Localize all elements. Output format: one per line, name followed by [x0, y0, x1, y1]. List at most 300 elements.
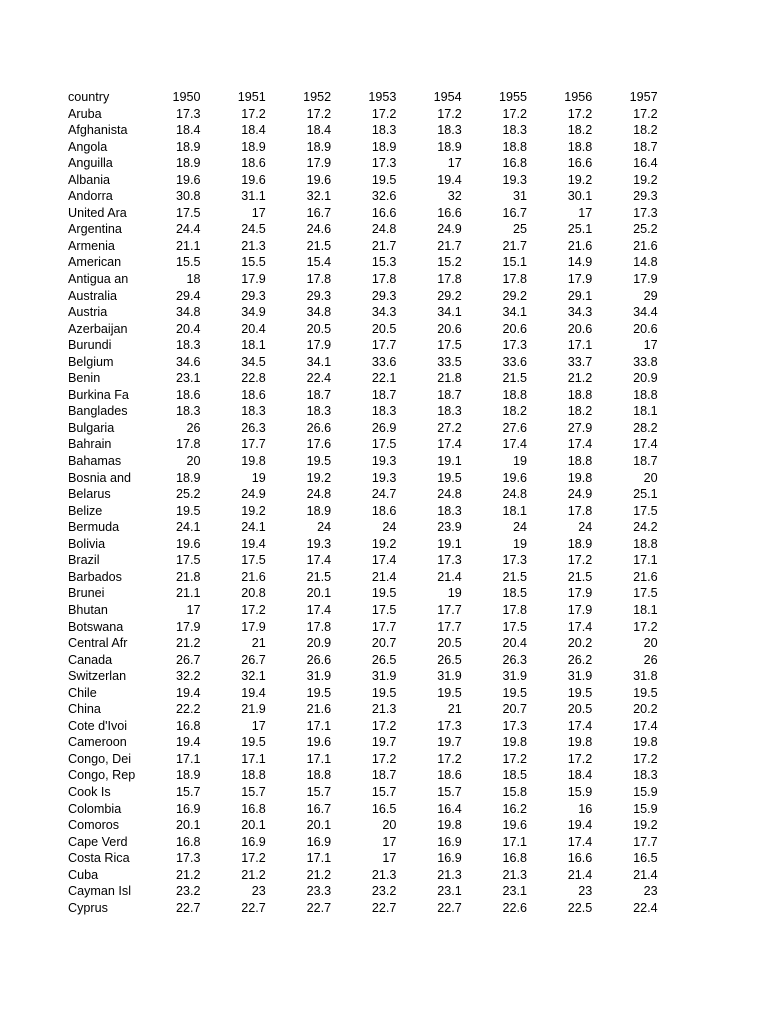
value-cell[interactable]: 16.5 — [371, 801, 397, 816]
value-cell[interactable]: 24 — [317, 520, 332, 535]
value-cell[interactable]: 23.3 — [306, 884, 332, 899]
value-cell[interactable]: 19.4 — [567, 818, 593, 833]
country-cell[interactable]: Cuba — [68, 867, 99, 882]
value-cell[interactable]: 17.4 — [502, 437, 527, 452]
value-cell[interactable]: 16.8 — [176, 834, 201, 849]
value-cell[interactable]: 21.2 — [176, 867, 201, 882]
value-cell[interactable]: 22.1 — [371, 371, 397, 386]
value-cell[interactable]: 32.6 — [371, 189, 397, 204]
value-cell[interactable]: 15.7 — [371, 784, 397, 799]
value-cell[interactable]: 19.5 — [371, 685, 397, 700]
value-cell[interactable]: 18.2 — [502, 404, 527, 419]
country-cell[interactable]: Switzerlan — [68, 669, 127, 684]
value-cell[interactable]: 21.6 — [633, 569, 658, 584]
value-cell[interactable]: 17.4 — [371, 553, 397, 568]
value-cell[interactable]: 19.6 — [176, 172, 201, 187]
value-cell[interactable]: 17.2 — [567, 106, 593, 121]
value-cell[interactable]: 18.9 — [176, 470, 201, 485]
value-cell[interactable]: 32.1 — [306, 189, 332, 204]
value-cell[interactable]: 19.6 — [306, 172, 332, 187]
value-cell[interactable]: 17.1 — [306, 851, 332, 866]
value-cell[interactable]: 18.3 — [306, 404, 332, 419]
value-cell[interactable]: 18.3 — [176, 338, 201, 353]
value-cell[interactable]: 17.5 — [241, 553, 266, 568]
value-cell[interactable]: 31.8 — [633, 669, 658, 684]
value-cell[interactable]: 17.4 — [437, 437, 462, 452]
value-cell[interactable]: 19.4 — [241, 536, 266, 551]
value-cell[interactable]: 18.1 — [633, 404, 658, 419]
value-cell[interactable]: 18.5 — [502, 586, 527, 601]
value-cell[interactable]: 17.5 — [633, 586, 658, 601]
value-cell[interactable]: 17.5 — [176, 553, 201, 568]
value-cell[interactable]: 16.2 — [502, 801, 527, 816]
country-cell[interactable]: Belarus — [68, 487, 111, 502]
value-cell[interactable]: 23.9 — [437, 520, 462, 535]
value-cell[interactable]: 17.3 — [502, 338, 527, 353]
country-cell[interactable]: Bhutan — [68, 602, 108, 617]
value-cell[interactable]: 24 — [578, 520, 593, 535]
value-cell[interactable]: 19.5 — [241, 735, 266, 750]
value-cell[interactable]: 21.6 — [567, 238, 593, 253]
country-cell[interactable]: Albania — [68, 172, 111, 187]
value-cell[interactable]: 32 — [447, 189, 462, 204]
country-cell[interactable]: Bulgaria — [68, 420, 115, 435]
value-cell[interactable]: 21.5 — [306, 238, 332, 253]
value-cell[interactable]: 19.8 — [633, 735, 658, 750]
value-cell[interactable]: 20.5 — [567, 702, 593, 717]
value-cell[interactable]: 18.9 — [176, 768, 201, 783]
value-cell[interactable]: 33.5 — [437, 354, 462, 369]
value-cell[interactable]: 24.8 — [306, 487, 332, 502]
value-cell[interactable]: 19.1 — [437, 454, 462, 469]
value-cell[interactable]: 17.5 — [176, 205, 201, 220]
header-cell[interactable]: 1956 — [564, 90, 593, 104]
value-cell[interactable]: 17 — [643, 338, 658, 353]
value-cell[interactable]: 20.1 — [306, 818, 332, 833]
country-cell[interactable]: Cayman Isl — [68, 884, 131, 899]
value-cell[interactable]: 19.5 — [371, 172, 397, 187]
value-cell[interactable]: 21.7 — [371, 238, 397, 253]
value-cell[interactable]: 18.1 — [241, 338, 266, 353]
value-cell[interactable]: 17.2 — [241, 106, 266, 121]
value-cell[interactable]: 21.8 — [437, 371, 462, 386]
value-cell[interactable]: 17.2 — [502, 106, 527, 121]
value-cell[interactable]: 34.9 — [241, 305, 266, 320]
value-cell[interactable]: 17.2 — [306, 106, 332, 121]
value-cell[interactable]: 20.1 — [306, 586, 332, 601]
value-cell[interactable]: 18.9 — [241, 139, 266, 154]
value-cell[interactable]: 21.3 — [371, 702, 397, 717]
value-cell[interactable]: 22.7 — [437, 900, 462, 915]
value-cell[interactable]: 25 — [512, 222, 527, 237]
value-cell[interactable]: 16.6 — [437, 205, 462, 220]
value-cell[interactable]: 21.8 — [176, 569, 201, 584]
value-cell[interactable]: 31 — [512, 189, 527, 204]
value-cell[interactable]: 24.8 — [371, 222, 397, 237]
value-cell[interactable]: 23 — [578, 884, 593, 899]
value-cell[interactable]: 17.3 — [502, 553, 527, 568]
country-cell[interactable]: Banglades — [68, 404, 128, 419]
value-cell[interactable]: 17.2 — [633, 619, 658, 634]
value-cell[interactable]: 17 — [447, 156, 462, 171]
value-cell[interactable]: 17.8 — [371, 272, 397, 287]
value-cell[interactable]: 17.5 — [371, 437, 397, 452]
value-cell[interactable]: 27.9 — [567, 420, 593, 435]
value-cell[interactable]: 18.1 — [502, 503, 527, 518]
country-cell[interactable]: American — [68, 255, 122, 270]
country-cell[interactable]: Bosnia and — [68, 470, 132, 485]
value-cell[interactable]: 19 — [251, 470, 266, 485]
country-cell[interactable]: Cote d'Ivoi — [68, 718, 128, 733]
value-cell[interactable]: 20.9 — [306, 636, 332, 651]
value-cell[interactable]: 19.4 — [437, 172, 462, 187]
value-cell[interactable]: 17.9 — [306, 338, 332, 353]
value-cell[interactable]: 23.1 — [502, 884, 527, 899]
value-cell[interactable]: 16.7 — [306, 801, 332, 816]
value-cell[interactable]: 21.5 — [502, 569, 527, 584]
value-cell[interactable]: 16.4 — [633, 156, 658, 171]
value-cell[interactable]: 19.2 — [371, 536, 397, 551]
value-cell[interactable]: 18.8 — [502, 139, 527, 154]
value-cell[interactable]: 26.9 — [371, 420, 397, 435]
value-cell[interactable]: 17.1 — [306, 718, 332, 733]
value-cell[interactable]: 17.3 — [633, 205, 658, 220]
country-cell[interactable]: Cyprus — [68, 900, 108, 915]
value-cell[interactable]: 20.6 — [633, 321, 658, 336]
value-cell[interactable]: 20.4 — [241, 321, 266, 336]
value-cell[interactable]: 21.6 — [306, 702, 332, 717]
value-cell[interactable]: 18.7 — [437, 387, 462, 402]
value-cell[interactable]: 17.7 — [371, 619, 397, 634]
value-cell[interactable]: 17.1 — [306, 751, 332, 766]
value-cell[interactable]: 22.8 — [241, 371, 266, 386]
value-cell[interactable]: 18.4 — [176, 123, 201, 138]
value-cell[interactable]: 18.8 — [567, 387, 593, 402]
value-cell[interactable]: 19.2 — [633, 818, 658, 833]
value-cell[interactable]: 23.1 — [176, 371, 201, 386]
value-cell[interactable]: 25.1 — [633, 487, 658, 502]
value-cell[interactable]: 22.5 — [567, 900, 593, 915]
value-cell[interactable]: 15.7 — [176, 784, 201, 799]
value-cell[interactable]: 19.6 — [176, 536, 201, 551]
value-cell[interactable]: 15.7 — [306, 784, 332, 799]
value-cell[interactable]: 34.4 — [633, 305, 658, 320]
header-cell[interactable]: country — [68, 90, 110, 104]
value-cell[interactable]: 17.2 — [567, 751, 593, 766]
value-cell[interactable]: 19.2 — [633, 172, 658, 187]
value-cell[interactable]: 26 — [186, 420, 201, 435]
value-cell[interactable]: 26.5 — [437, 652, 462, 667]
value-cell[interactable]: 31.9 — [567, 669, 593, 684]
value-cell[interactable]: 16.5 — [633, 851, 658, 866]
value-cell[interactable]: 19.4 — [176, 685, 201, 700]
country-cell[interactable]: Botswana — [68, 619, 124, 634]
value-cell[interactable]: 24.1 — [176, 520, 201, 535]
value-cell[interactable]: 17.7 — [241, 437, 266, 452]
country-cell[interactable]: China — [68, 702, 101, 717]
value-cell[interactable]: 18.4 — [306, 123, 332, 138]
value-cell[interactable]: 21.2 — [567, 371, 593, 386]
value-cell[interactable]: 18.3 — [437, 123, 462, 138]
value-cell[interactable]: 26.7 — [176, 652, 201, 667]
country-cell[interactable]: Austria — [68, 305, 108, 320]
country-cell[interactable]: Congo, Rep — [68, 768, 136, 783]
value-cell[interactable]: 17.1 — [241, 751, 266, 766]
value-cell[interactable]: 21.3 — [437, 867, 462, 882]
value-cell[interactable]: 31.9 — [371, 669, 397, 684]
value-cell[interactable]: 26.2 — [567, 652, 593, 667]
value-cell[interactable]: 15.9 — [633, 784, 658, 799]
value-cell[interactable]: 15.1 — [502, 255, 527, 270]
value-cell[interactable]: 14.8 — [633, 255, 658, 270]
value-cell[interactable]: 17.9 — [176, 619, 201, 634]
value-cell[interactable]: 23.2 — [176, 884, 201, 899]
value-cell[interactable]: 19.4 — [241, 685, 266, 700]
value-cell[interactable]: 15.7 — [241, 784, 266, 799]
value-cell[interactable]: 17.2 — [371, 751, 397, 766]
value-cell[interactable]: 34.6 — [176, 354, 201, 369]
value-cell[interactable]: 17.7 — [437, 619, 462, 634]
value-cell[interactable]: 17.7 — [437, 602, 462, 617]
value-cell[interactable]: 17.9 — [241, 272, 266, 287]
value-cell[interactable]: 29.3 — [633, 189, 658, 204]
value-cell[interactable]: 21.4 — [437, 569, 462, 584]
value-cell[interactable]: 24 — [512, 520, 527, 535]
value-cell[interactable]: 28.2 — [633, 420, 658, 435]
country-cell[interactable]: Belgium — [68, 354, 114, 369]
value-cell[interactable]: 24.8 — [437, 487, 462, 502]
country-cell[interactable]: Canada — [68, 652, 113, 667]
value-cell[interactable]: 20 — [643, 636, 658, 651]
value-cell[interactable]: 18.3 — [371, 404, 397, 419]
value-cell[interactable]: 31.9 — [437, 669, 462, 684]
value-cell[interactable]: 30.8 — [176, 189, 201, 204]
value-cell[interactable]: 24.6 — [306, 222, 332, 237]
value-cell[interactable]: 15.4 — [306, 255, 332, 270]
value-cell[interactable]: 19.8 — [502, 735, 527, 750]
value-cell[interactable]: 22.4 — [306, 371, 332, 386]
value-cell[interactable]: 18.5 — [502, 768, 527, 783]
value-cell[interactable]: 19.6 — [306, 735, 332, 750]
value-cell[interactable]: 24.2 — [633, 520, 658, 535]
value-cell[interactable]: 18.3 — [502, 123, 527, 138]
value-cell[interactable]: 24.5 — [241, 222, 266, 237]
value-cell[interactable]: 21.6 — [241, 569, 266, 584]
value-cell[interactable]: 24.9 — [241, 487, 266, 502]
value-cell[interactable]: 21.3 — [371, 867, 397, 882]
value-cell[interactable]: 15.5 — [241, 255, 266, 270]
value-cell[interactable]: 17.2 — [567, 553, 593, 568]
country-cell[interactable]: Argentina — [68, 222, 122, 237]
country-cell[interactable]: Bahamas — [68, 454, 122, 469]
value-cell[interactable]: 19 — [447, 586, 462, 601]
value-cell[interactable]: 18.8 — [567, 139, 593, 154]
value-cell[interactable]: 18.2 — [633, 123, 658, 138]
value-cell[interactable]: 18.8 — [502, 387, 527, 402]
value-cell[interactable]: 33.7 — [567, 354, 593, 369]
value-cell[interactable]: 16.4 — [437, 801, 462, 816]
value-cell[interactable]: 17.9 — [241, 619, 266, 634]
value-cell[interactable]: 17.4 — [567, 718, 593, 733]
country-cell[interactable]: Armenia — [68, 238, 115, 253]
value-cell[interactable]: 20.2 — [633, 702, 658, 717]
value-cell[interactable]: 17.8 — [306, 272, 332, 287]
value-cell[interactable]: 18.6 — [371, 503, 397, 518]
value-cell[interactable]: 29.3 — [371, 288, 397, 303]
country-cell[interactable]: Belize — [68, 503, 103, 518]
value-cell[interactable]: 18.9 — [371, 139, 397, 154]
value-cell[interactable]: 21.5 — [502, 371, 527, 386]
value-cell[interactable]: 17.3 — [371, 156, 397, 171]
value-cell[interactable]: 23 — [643, 884, 658, 899]
value-cell[interactable]: 17.9 — [633, 272, 658, 287]
value-cell[interactable]: 16.6 — [371, 205, 397, 220]
country-cell[interactable]: Azerbaijan — [68, 321, 128, 336]
value-cell[interactable]: 16.8 — [241, 801, 266, 816]
country-cell[interactable]: Barbados — [68, 569, 122, 584]
value-cell[interactable]: 16.9 — [437, 851, 462, 866]
value-cell[interactable]: 19.4 — [176, 735, 201, 750]
value-cell[interactable]: 20 — [382, 818, 397, 833]
value-cell[interactable]: 19 — [512, 454, 527, 469]
value-cell[interactable]: 16.9 — [437, 834, 462, 849]
value-cell[interactable]: 31.9 — [502, 669, 527, 684]
value-cell[interactable]: 31.9 — [306, 669, 332, 684]
value-cell[interactable]: 20.5 — [371, 321, 397, 336]
country-cell[interactable]: Australia — [68, 288, 117, 303]
value-cell[interactable]: 18.7 — [633, 454, 658, 469]
value-cell[interactable]: 20.6 — [437, 321, 462, 336]
value-cell[interactable]: 18.6 — [176, 387, 201, 402]
value-cell[interactable]: 17.2 — [371, 718, 397, 733]
value-cell[interactable]: 31.1 — [241, 189, 266, 204]
header-cell[interactable]: 1957 — [629, 90, 658, 104]
value-cell[interactable]: 25.1 — [567, 222, 593, 237]
country-cell[interactable]: Burkina Fa — [68, 387, 129, 402]
value-cell[interactable]: 29.2 — [437, 288, 462, 303]
country-cell[interactable]: Congo, Dei — [68, 751, 132, 766]
value-cell[interactable]: 17.5 — [437, 338, 462, 353]
value-cell[interactable]: 19.7 — [437, 735, 462, 750]
value-cell[interactable]: 19.8 — [241, 454, 266, 469]
value-cell[interactable]: 34.8 — [306, 305, 332, 320]
value-cell[interactable]: 34.5 — [241, 354, 266, 369]
value-cell[interactable]: 18.4 — [567, 768, 593, 783]
value-cell[interactable]: 19.3 — [306, 536, 332, 551]
value-cell[interactable]: 18.3 — [176, 404, 201, 419]
value-cell[interactable]: 16.9 — [241, 834, 266, 849]
value-cell[interactable]: 23.1 — [437, 884, 462, 899]
value-cell[interactable]: 32.1 — [241, 669, 266, 684]
value-cell[interactable]: 20.8 — [241, 586, 266, 601]
value-cell[interactable]: 21.9 — [241, 702, 266, 717]
value-cell[interactable]: 17.1 — [176, 751, 201, 766]
value-cell[interactable]: 17 — [382, 851, 397, 866]
value-cell[interactable]: 19.5 — [371, 586, 397, 601]
value-cell[interactable]: 17 — [382, 834, 397, 849]
value-cell[interactable]: 20 — [186, 454, 201, 469]
value-cell[interactable]: 18.8 — [633, 536, 658, 551]
value-cell[interactable]: 21.4 — [633, 867, 658, 882]
country-cell[interactable]: Afghanista — [68, 123, 128, 138]
value-cell[interactable]: 21.7 — [437, 238, 462, 253]
value-cell[interactable]: 24.8 — [502, 487, 527, 502]
value-cell[interactable]: 33.6 — [502, 354, 527, 369]
value-cell[interactable]: 19.3 — [371, 470, 397, 485]
value-cell[interactable]: 15.5 — [176, 255, 201, 270]
value-cell[interactable]: 18.9 — [567, 536, 593, 551]
value-cell[interactable]: 18.3 — [241, 404, 266, 419]
header-cell[interactable]: 1953 — [368, 90, 397, 104]
value-cell[interactable]: 20.4 — [502, 636, 527, 651]
value-cell[interactable]: 21 — [447, 702, 462, 717]
value-cell[interactable]: 19.8 — [567, 470, 593, 485]
value-cell[interactable]: 22.7 — [176, 900, 201, 915]
value-cell[interactable]: 17.4 — [306, 553, 332, 568]
value-cell[interactable]: 18.8 — [306, 768, 332, 783]
value-cell[interactable]: 15.2 — [437, 255, 462, 270]
country-cell[interactable]: Burundi — [68, 338, 112, 353]
country-cell[interactable]: Bermuda — [68, 520, 120, 535]
value-cell[interactable]: 17.8 — [502, 602, 527, 617]
value-cell[interactable]: 17.4 — [567, 437, 593, 452]
value-cell[interactable]: 17.1 — [633, 553, 658, 568]
value-cell[interactable]: 17.3 — [176, 851, 201, 866]
value-cell[interactable]: 19.5 — [176, 503, 201, 518]
value-cell[interactable]: 25.2 — [633, 222, 658, 237]
value-cell[interactable]: 17.7 — [633, 834, 658, 849]
value-cell[interactable]: 15.3 — [371, 255, 397, 270]
country-cell[interactable]: Brunei — [68, 586, 105, 601]
value-cell[interactable]: 17.3 — [176, 106, 201, 121]
value-cell[interactable]: 19.3 — [371, 454, 397, 469]
value-cell[interactable]: 24 — [382, 520, 397, 535]
value-cell[interactable]: 17.9 — [567, 602, 593, 617]
value-cell[interactable]: 18.7 — [306, 387, 332, 402]
header-cell[interactable]: 1950 — [172, 90, 201, 104]
value-cell[interactable]: 21.4 — [567, 867, 593, 882]
value-cell[interactable]: 21.1 — [176, 238, 201, 253]
value-cell[interactable]: 17.2 — [371, 106, 397, 121]
country-cell[interactable]: Benin — [68, 371, 101, 386]
value-cell[interactable]: 21.5 — [567, 569, 593, 584]
value-cell[interactable]: 29.4 — [176, 288, 201, 303]
value-cell[interactable]: 29.2 — [502, 288, 527, 303]
value-cell[interactable]: 34.3 — [567, 305, 593, 320]
value-cell[interactable]: 18.9 — [437, 139, 462, 154]
value-cell[interactable]: 22.7 — [371, 900, 397, 915]
value-cell[interactable]: 15.7 — [437, 784, 462, 799]
value-cell[interactable]: 18.3 — [633, 768, 658, 783]
value-cell[interactable]: 17.5 — [371, 602, 397, 617]
value-cell[interactable]: 18.1 — [633, 602, 658, 617]
value-cell[interactable]: 19.5 — [502, 685, 527, 700]
value-cell[interactable]: 17.6 — [306, 437, 332, 452]
value-cell[interactable]: 20.7 — [371, 636, 397, 651]
country-cell[interactable]: Comoros — [68, 818, 120, 833]
value-cell[interactable]: 19.2 — [567, 172, 593, 187]
value-cell[interactable]: 18.6 — [437, 768, 462, 783]
value-cell[interactable]: 20 — [643, 470, 658, 485]
country-cell[interactable]: Anguilla — [68, 156, 113, 171]
value-cell[interactable]: 18.8 — [567, 454, 593, 469]
value-cell[interactable]: 18 — [186, 272, 201, 287]
value-cell[interactable]: 19.5 — [306, 454, 332, 469]
value-cell[interactable]: 17.8 — [306, 619, 332, 634]
value-cell[interactable]: 17.4 — [633, 718, 658, 733]
value-cell[interactable]: 17.8 — [567, 503, 593, 518]
value-cell[interactable]: 17 — [578, 205, 593, 220]
